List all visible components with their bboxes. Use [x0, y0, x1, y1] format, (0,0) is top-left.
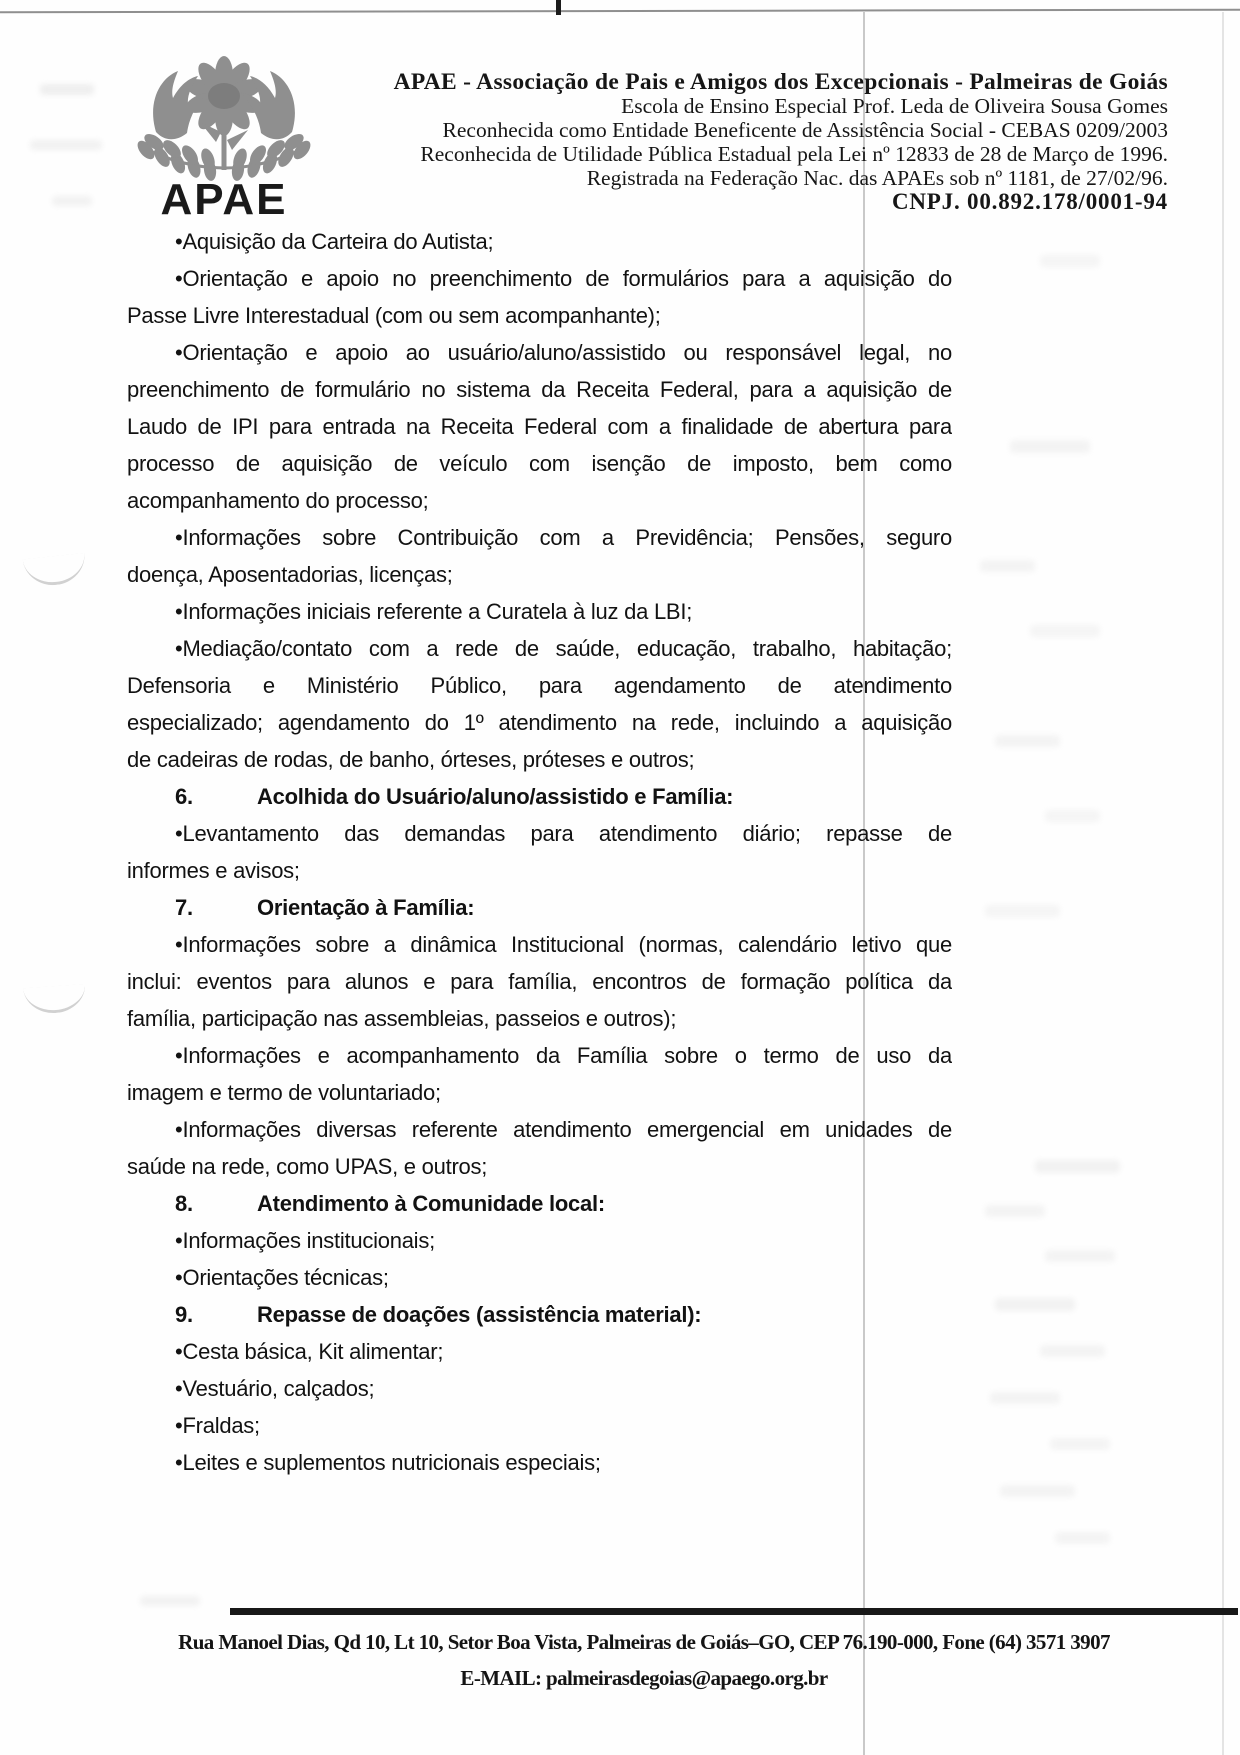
section-heading-7 — [127, 889, 952, 926]
footer-address-line: Rua Manoel Dias, Qd 10, Lt 10, Setor Boa Vista, Palmeiras de Goiás–GO, CEP 76.190-000, Fone (64) 3571 3907 — [178, 1630, 1110, 1654]
scan-artifact — [1030, 625, 1100, 637]
section-number: 6. — [175, 784, 193, 809]
page-top-tick-mark — [556, 0, 561, 15]
scan-artifact — [23, 984, 87, 1015]
body-line: inclui: eventos para alunos e para família, encontros de formação política da — [127, 969, 952, 994]
body-line: Defensoria e Ministério Público, para agendamento de atendimento — [127, 673, 952, 698]
federation-line: Registrada na Federação Nac. das APAEs sob nº 1181, de 27/02/96. — [586, 166, 1168, 190]
bullet-item: •Orientação e apoio ao usuário/aluno/assistido ou responsável legal, no — [175, 340, 952, 365]
section-title: Repasse de doações (assistência material): — [257, 1302, 702, 1327]
bullet-item: •Orientação e apoio no preenchimento de formulários para a aquisição do — [175, 266, 952, 291]
body-line: família, participação nas assembleias, passeios e outros); — [127, 1006, 677, 1031]
body-line: imagem e termo de voluntariado; — [127, 1080, 441, 1105]
body-line: processo de aquisição de veículo com isenção de imposto, bem como — [127, 451, 952, 476]
bullet-item: •Mediação/contato com a rede de saúde, educação, trabalho, habitação; — [175, 636, 952, 661]
cebas-line: Reconhecida como Entidade Beneficente de Assistência Social - CEBAS 0209/2003 — [442, 118, 1168, 142]
bullet-item: •Informações institucionais; — [175, 1228, 435, 1253]
bullet-item: •Aquisição da Carteira do Autista; — [175, 229, 494, 254]
scan-artifact — [1055, 1532, 1110, 1544]
bullet-item: •Fraldas; — [175, 1413, 260, 1438]
scan-artifact — [40, 84, 94, 95]
bullet-item: •Informações iniciais referente a Curatela à luz da LBI; — [175, 599, 693, 624]
bullet-item: •Informações sobre a dinâmica Institucional (normas, calendário letivo que — [175, 932, 952, 957]
scan-artifact — [1045, 810, 1100, 822]
apae-logo-graphic — [126, 54, 322, 218]
body-line: Passe Livre Interestadual (com ou sem acompanhante); — [127, 303, 661, 328]
bullet-item: •Informações diversas referente atendimento emergencial em unidades de — [175, 1117, 952, 1142]
scan-artifact — [1000, 1485, 1075, 1497]
scan-artifact — [1040, 1345, 1105, 1357]
scan-artifact — [995, 735, 1060, 747]
body-line: doença, Aposentadorias, licenças; — [127, 562, 453, 587]
section-heading-8 — [127, 1185, 952, 1222]
scan-artifact — [985, 1205, 1045, 1217]
body-line: de cadeiras de rodas, de banho, órteses, próteses e outros; — [127, 747, 695, 772]
section-heading-6 — [127, 778, 952, 815]
body-line: Laudo de IPI para entrada na Receita Federal com a finalidade de abertura para — [127, 414, 952, 439]
section-title: Acolhida do Usuário/aluno/assistido e Família: — [257, 784, 734, 809]
cnpj-line: CNPJ. 00.892.178/0001-94 — [891, 189, 1168, 214]
apae-logo-wordmark: APAE — [160, 175, 288, 218]
section-heading-9 — [127, 1296, 952, 1333]
section-title: Atendimento à Comunidade local: — [257, 1191, 605, 1216]
footer-divider-rule — [230, 1608, 1238, 1615]
body-line: saúde na rede, como UPAS, e outros; — [127, 1154, 488, 1179]
bullet-item: •Cesta básica, Kit alimentar; — [175, 1339, 444, 1364]
bullet-item: •Levantamento das demandas para atendimento diário; repasse de — [175, 821, 952, 846]
public-utility-line: Reconhecida de Utilidade Pública Estadual pela Lei nº 12833 de 28 de Março de 1996. — [420, 142, 1168, 166]
section-title: Orientação à Família: — [257, 895, 475, 920]
scan-artifact — [995, 1298, 1075, 1311]
scan-artifact — [1010, 440, 1090, 453]
scan-artifact — [985, 905, 1060, 917]
bullet-item: •Leites e suplementos nutricionais especiais; — [175, 1450, 601, 1475]
scan-artifact — [1050, 1438, 1110, 1450]
scan-artifact — [1035, 1160, 1120, 1173]
scan-artifact — [990, 1392, 1060, 1404]
scan-artifact — [30, 140, 102, 150]
document-body — [127, 223, 952, 1481]
footer-email-line: E-MAIL: palmeirasdegoias@apaego.org.br — [460, 1666, 828, 1690]
apae-logo — [126, 54, 322, 218]
org-name-line: APAE - Associação de Pais e Amigos dos Excepcionais - Palmeiras de Goiás — [393, 69, 1168, 95]
page-edge-fold-line — [1222, 12, 1224, 1755]
scan-artifact — [1040, 255, 1100, 267]
footer — [120, 1624, 1168, 1696]
bullet-item: •Informações e acompanhamento da Família sobre o termo de uso da — [175, 1043, 952, 1068]
body-line: especializado; agendamento do 1º atendimento na rede, incluindo a aquisição — [127, 710, 952, 735]
body-line: acompanhamento do processo; — [127, 488, 429, 513]
page-top-rule — [0, 9, 1240, 14]
scan-artifact — [52, 196, 92, 206]
section-number: 8. — [175, 1191, 193, 1216]
scan-artifact — [980, 560, 1035, 572]
section-number: 7. — [175, 895, 193, 920]
school-name-line: Escola de Ensino Especial Prof. Leda de Oliveira Sousa Gomes — [621, 94, 1168, 118]
bullet-item: •Vestuário, calçados; — [175, 1376, 375, 1401]
bullet-item: •Orientações técnicas; — [175, 1265, 389, 1290]
body-line: informes e avisos; — [127, 858, 300, 883]
body-line: preenchimento de formulário no sistema da Receita Federal, para a aquisição de — [127, 377, 952, 402]
section-number: 9. — [175, 1302, 193, 1327]
scan-artifact — [1045, 1250, 1115, 1262]
scan-artifact — [140, 1596, 200, 1606]
bullet-item: •Informações sobre Contribuição com a Previdência; Pensões, seguro — [175, 525, 952, 550]
letterhead — [300, 70, 1168, 214]
scan-artifact — [23, 553, 88, 588]
